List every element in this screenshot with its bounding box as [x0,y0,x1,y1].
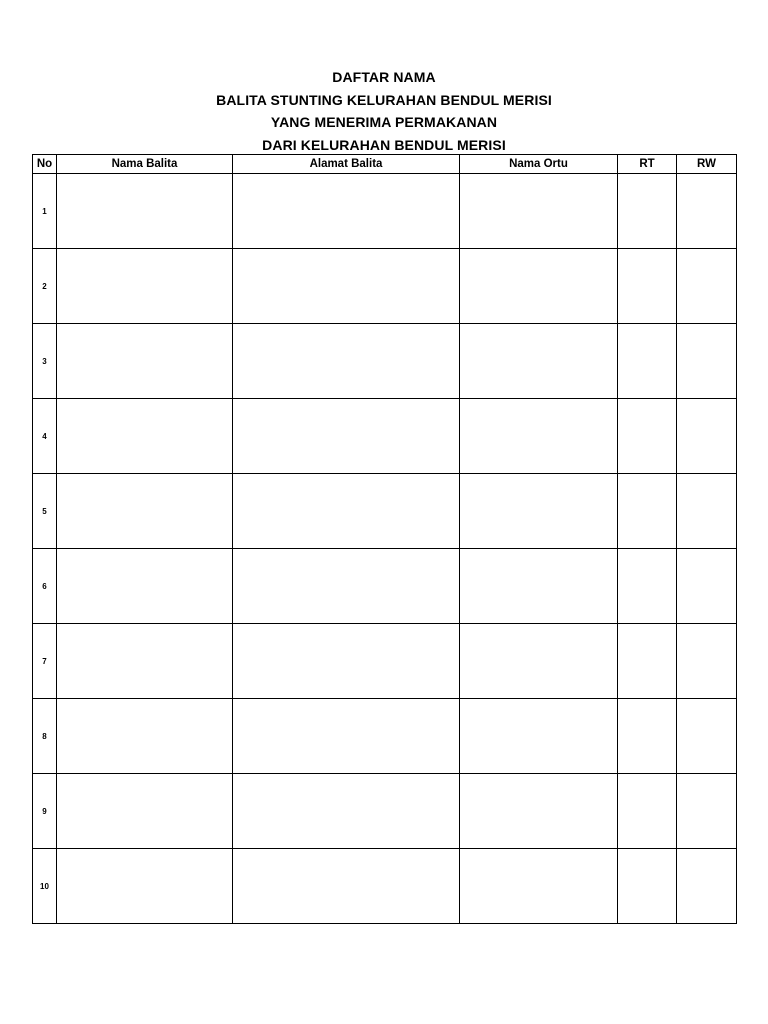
alamat-balita-cell[interactable] [233,624,460,699]
nama-ortu-cell[interactable] [460,249,618,324]
row-number: 10 [33,849,57,924]
rt-cell[interactable] [618,699,677,774]
table-body [33,174,737,924]
alamat-balita-cell[interactable] [233,849,460,924]
header-no: No [33,155,57,174]
rt-cell[interactable] [618,399,677,474]
nama-balita-cell[interactable] [57,399,233,474]
nama-ortu-cell[interactable] [460,849,618,924]
row-number: 1 [33,174,57,249]
rt-cell[interactable] [618,849,677,924]
alamat-balita-cell[interactable] [233,699,460,774]
document-title [0,66,768,156]
nama-ortu-cell[interactable] [460,699,618,774]
rt-cell[interactable] [618,624,677,699]
table-row [33,399,737,474]
header-rt: RT [618,155,677,174]
rt-cell[interactable] [618,324,677,399]
rt-cell[interactable] [618,474,677,549]
rw-cell[interactable] [677,399,737,474]
rt-cell[interactable] [618,174,677,249]
alamat-balita-cell[interactable] [233,399,460,474]
alamat-balita-cell[interactable] [233,549,460,624]
table-row [33,249,737,324]
row-number: 8 [33,699,57,774]
rw-cell[interactable] [677,699,737,774]
rt-cell[interactable] [618,774,677,849]
title-line-2: BALITA STUNTING KELURAHAN BENDUL MERISI [216,91,552,108]
table-row [33,549,737,624]
row-number: 9 [33,774,57,849]
row-number: 5 [33,474,57,549]
rw-cell[interactable] [677,624,737,699]
nama-balita-cell[interactable] [57,849,233,924]
nama-ortu-cell[interactable] [460,774,618,849]
nama-ortu-cell[interactable] [460,324,618,399]
header-row [33,155,737,174]
nama-balita-cell[interactable] [57,699,233,774]
title-line-3: YANG MENERIMA PERMAKANAN [270,114,498,130]
table-row [33,849,737,924]
nama-balita-cell[interactable] [57,249,233,324]
rw-cell[interactable] [677,174,737,249]
rw-cell[interactable] [677,549,737,624]
alamat-balita-cell[interactable] [233,474,460,549]
header-nama-ortu: Nama Ortu [460,155,618,174]
stunting-roster-table [32,154,737,924]
nama-balita-cell[interactable] [57,624,233,699]
title-line-1: DAFTAR NAMA [332,69,436,85]
rt-cell[interactable] [618,549,677,624]
table-row [33,699,737,774]
alamat-balita-cell[interactable] [233,174,460,249]
row-number: 2 [33,249,57,324]
table-header [33,155,737,174]
row-number: 7 [33,624,57,699]
nama-balita-cell[interactable] [57,324,233,399]
nama-balita-cell[interactable] [57,549,233,624]
table-row [33,624,737,699]
row-number: 4 [33,399,57,474]
table-row [33,474,737,549]
nama-ortu-cell[interactable] [460,399,618,474]
table-row [33,324,737,399]
title-line-4: DARI KELURAHAN BENDUL MERISI [262,136,506,153]
rw-cell[interactable] [677,774,737,849]
rw-cell[interactable] [677,249,737,324]
header-alamat-balita: Alamat Balita [233,155,460,174]
nama-ortu-cell[interactable] [460,549,618,624]
alamat-balita-cell[interactable] [233,774,460,849]
header-nama-balita: Nama Balita [57,155,233,174]
row-number: 6 [33,549,57,624]
rt-cell[interactable] [618,249,677,324]
nama-balita-cell[interactable] [57,474,233,549]
rw-cell[interactable] [677,324,737,399]
nama-ortu-cell[interactable] [460,174,618,249]
nama-ortu-cell[interactable] [460,474,618,549]
nama-balita-cell[interactable] [57,774,233,849]
rw-cell[interactable] [677,849,737,924]
nama-balita-cell[interactable] [57,174,233,249]
rw-cell[interactable] [677,474,737,549]
table-row [33,774,737,849]
header-rw: RW [677,155,737,174]
nama-ortu-cell[interactable] [460,624,618,699]
table-row [33,174,737,249]
alamat-balita-cell[interactable] [233,324,460,399]
row-number: 3 [33,324,57,399]
alamat-balita-cell[interactable] [233,249,460,324]
